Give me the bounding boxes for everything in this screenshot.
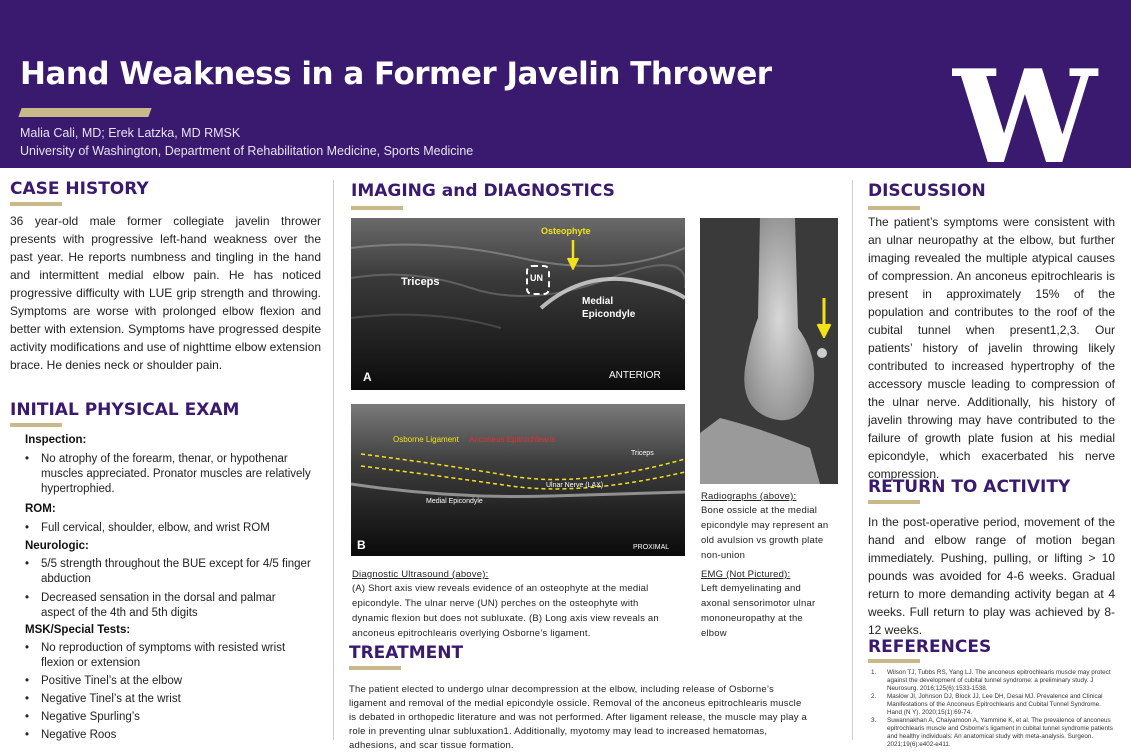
- ultrasound-caption-4: anconeus epitrochlearis overlying Osborne’s ligament.: [352, 628, 591, 639]
- reference-item: [871, 717, 1117, 749]
- emg-line-2: axonal sensorimotor ulnar: [701, 598, 816, 609]
- reference-number: 2.: [871, 693, 877, 700]
- medial-label: Medial: [582, 296, 614, 307]
- rom-item: • Full cervical, shoulder, elbow, and wrist ROM: [41, 521, 313, 536]
- emg-line-1: Left demyelinating and: [701, 583, 801, 594]
- treatment-line-1: The patient elected to undergo ulnar decompression at the elbow, including release of Osborne’s: [349, 684, 774, 695]
- ultrasound-a-image: [351, 218, 685, 390]
- reference-item: [871, 669, 1117, 693]
- anterior-label: ANTERIOR: [609, 370, 661, 381]
- msk-item-5: • Negative Roos: [41, 728, 311, 743]
- un-label: UN: [530, 273, 543, 283]
- uw-logo-icon: [950, 64, 1100, 164]
- authors: Malia Cali, MD; Erek Latzka, MD RMSK: [20, 126, 241, 140]
- ultrasound-a-texture: [351, 218, 685, 390]
- reference-text: Maslow JI, Johnson DJ, Block JJ, Lee DH, Desai MJ. Prevalence and Clinical Manifestations of the Anconeus Epitrochlearis and Cubital Tunnel Syndrome. Hand (N Y). 2020;15(1):69-74.: [887, 693, 1103, 716]
- osborne-ligament-label: Osborne Ligament: [393, 435, 459, 444]
- ultrasound-caption-1: (A) Short axis view reveals evidence of an osteophyte at the medial: [352, 583, 649, 594]
- reference-text: Suwannakhan A, Chaiyamoon A, Yammine K, et al. The prevalence of anconeus epitrochlearis muscle and Osborne's ligament in cubital tunnel syndrome patients and healthy individuals: An anatomical study with meta-analysis. Surgeon. 2021;19(6):e402-e411.: [887, 717, 1113, 748]
- reference-number: 3.: [871, 717, 877, 724]
- treatment-line-2: ligament and removal of the medial epicondyle ossicle. Removal of the anconeus epitrochlearis muscle: [349, 698, 802, 709]
- radiograph-line-2: epicondyle may represent an: [701, 520, 829, 531]
- inspection-label: Inspection:: [25, 434, 87, 446]
- emg-caption-title: EMG (Not Pictured):: [701, 569, 791, 580]
- neuro-item-1: • 5/5 strength throughout the BUE except for 4/5 finger abduction: [41, 557, 311, 587]
- return-to-activity-bar: [868, 500, 920, 504]
- return-to-activity-text: In the post-operative period, movement of the hand and elbow range of motion began immediately. Pushing, pulling, or lifting > 10 pounds was avoided for 4-6 weeks. Gradual return to more demanding activity began at 4 weeks. Full return to play was achieved by 8-12 weeks.: [868, 515, 1115, 637]
- medial-epicondyle-label: Medial Epicondyle: [426, 498, 483, 505]
- reference-number: 1.: [871, 669, 877, 676]
- ultrasound-caption-3: dynamic flexion but does not subluxate. (B) Long axis view reveals an: [352, 613, 659, 624]
- ultrasound-caption-2: epicondyle. The ulnar nerve (UN) perches on the osteophyte with: [352, 598, 639, 609]
- ultrasound-b-texture: [351, 404, 685, 556]
- ultrasound-b-letter: B: [357, 538, 366, 552]
- physical-exam-title: INITIAL PHYSICAL EXAM: [10, 400, 240, 420]
- case-history-text: 36 year-old male former collegiate javelin thrower presents with progressive left-hand weakness over the past year. He reports numbness and tingling in the hand and intermittent medial elbow pain. He has noticed progressive difficulty with LUE grip strength and throwing. Symptoms are worse with prolonged elbow flexion and better with extension. Symptoms have progressed despite activity modifications and use of nighttime elbow extension brace. He denies neck or shoulder pain.: [10, 214, 321, 372]
- triceps-label: Triceps: [401, 276, 440, 288]
- triceps-b-label: Triceps: [631, 450, 654, 457]
- proximal-label: PROXIMAL: [633, 544, 670, 551]
- emg-line-3: mononeuropathy at the: [701, 613, 803, 624]
- emg-line-4: elbow: [701, 628, 727, 639]
- ultrasound-a-letter: A: [363, 370, 372, 384]
- radiograph-caption-title: Radiographs (above):: [701, 491, 797, 502]
- epicondyle-label: Epicondyle: [582, 309, 636, 320]
- treatment-line-3: is debated in orthopedic literature and was not performed. After ligament release, the muscle may play a: [349, 712, 808, 723]
- column-divider-2: [852, 180, 853, 740]
- radiograph-line-4: non-union: [701, 550, 746, 561]
- neuro-item-2: • Decreased sensation in the dorsal and palmar aspect of the 4th and 5th digits: [41, 591, 311, 621]
- imaging-title: IMAGING and DIAGNOSTICS: [351, 181, 615, 201]
- msk-item-4: • Negative Spurling’s: [41, 710, 311, 725]
- affiliation: University of Washington, Department of Rehabilitation Medicine, Sports Medicine: [20, 144, 474, 158]
- case-history-title: CASE HISTORY: [10, 179, 149, 199]
- ulnar-nerve-lax-label: Ulnar Nerve (LAX): [546, 482, 604, 489]
- msk-item-3: • Negative Tinel’s at the wrist: [41, 692, 311, 707]
- reference-item: [871, 693, 1117, 717]
- discussion-text: The patient’s symptoms were consistent with an ulnar neuropathy at the elbow, but further imaging revealed the multiple atypical causes of compression. An anconeus epitrochlearis is present in approximately 15% of the population and contributes to the roof of the cubital tunnel when present1,2,3. Our patients’ history of javelin throwing likely contributed to increased hypertrophy of the accessory muscle leading to compression of the ulnar nerve. Additionally, his history of javelin throwing may have contributed to the failure of growth plate fusion at his medial epicondyle, which exacerbated his nerve compression.: [868, 215, 1115, 481]
- radiograph-bone: [700, 218, 838, 484]
- treatment-title: TREATMENT: [349, 643, 464, 663]
- references-title: REFERENCES: [868, 637, 992, 657]
- references-bar: [868, 659, 920, 663]
- column-divider-1: [333, 180, 334, 740]
- return-to-activity-title: RETURN TO ACTIVITY: [868, 477, 1071, 497]
- imaging-bar: [351, 206, 403, 210]
- radiograph-line-1: Bone ossicle at the medial: [701, 505, 818, 516]
- radiograph-arrow-icon: [816, 298, 832, 338]
- ultrasound-b-image: [351, 404, 685, 556]
- discussion-bar: [868, 206, 920, 210]
- msk-item-1: • No reproduction of symptoms with resisted wrist flexion or extension: [41, 641, 311, 671]
- ultrasound-caption-title: Diagnostic Ultrasound (above):: [352, 569, 489, 580]
- rom-label: ROM:: [25, 503, 56, 515]
- poster-title: Hand Weakness in a Former Javelin Thrower: [20, 56, 772, 92]
- msk-item-2: • Positive Tinel’s at the elbow: [41, 674, 311, 689]
- inspection-item: • No atrophy of the forearm, thenar, or hypothenar muscles appreciated. Pronator muscles are relatively hypertrophied.: [41, 452, 313, 497]
- treatment-bar: [349, 666, 401, 670]
- poster-header: [0, 0, 1131, 168]
- treatment-line-5: adhesions, and scar tissue formation.: [349, 740, 514, 751]
- treatment-line-4: role in preventing ulnar subluxation1. Additionally, myotomy may lead to increased hematomas,: [349, 726, 768, 737]
- uw-logo-letter: W: [953, 64, 1097, 164]
- case-history-bar: [10, 202, 62, 206]
- osteophyte-label: Osteophyte: [541, 226, 591, 236]
- physical-exam-bar: [10, 423, 62, 427]
- radiograph-image: [700, 218, 838, 484]
- msk-label: MSK/Special Tests:: [25, 624, 131, 636]
- discussion-title: DISCUSSION: [868, 181, 986, 201]
- anconeus-label: Anconeus Epitrochlearis: [469, 435, 556, 444]
- title-accent-bar: [18, 108, 151, 117]
- neurologic-label: Neurologic:: [25, 540, 89, 552]
- osteophyte-arrow-icon: [566, 240, 580, 270]
- radiograph-line-3: old avulsion vs growth plate: [701, 535, 824, 546]
- reference-text: Wilson TJ, Tubbs RS, Yang LJ. The anconeus epitrochlearis muscle may protect against the development of cubital tunnel syndrome: a preliminary study. J Neurosurg. 2016;125(6):1533-1538.: [887, 669, 1111, 692]
